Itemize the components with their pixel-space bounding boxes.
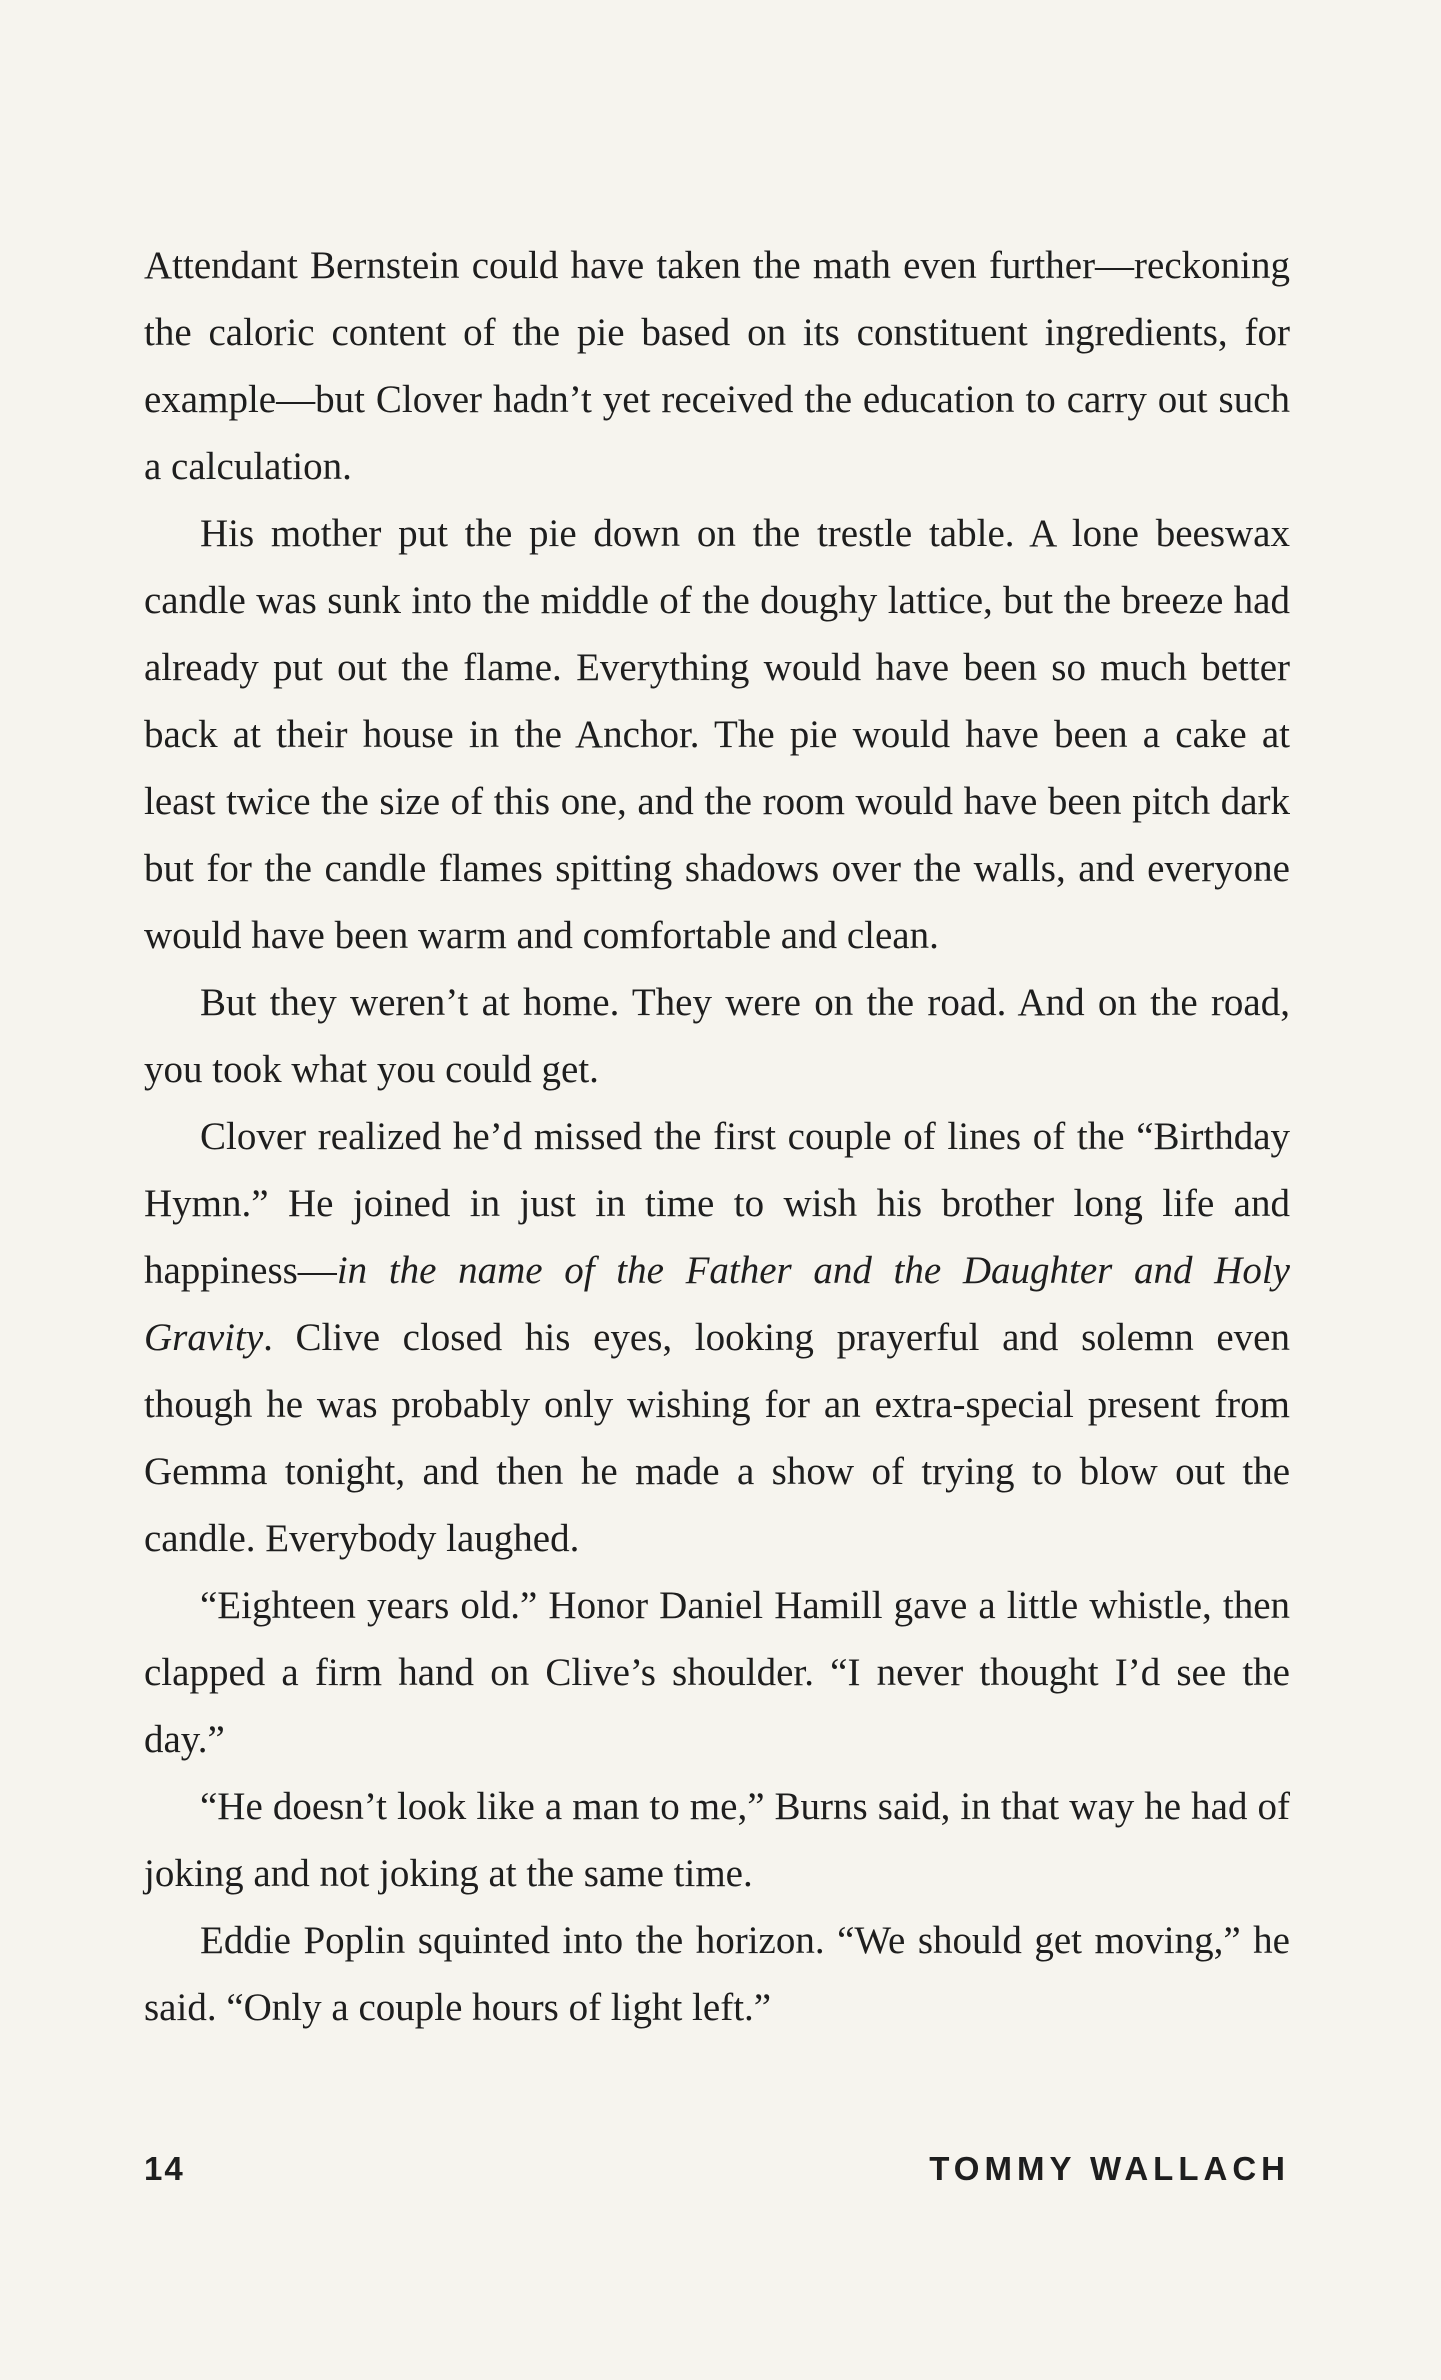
- paragraph-text: Clover realized he’d missed the first couple of lines of the “Birthday Hymn.” He joined in just in time to wish his brother long life and happiness—: [144, 1115, 1290, 1292]
- paragraph-text: . Clive closed his eyes, looking prayerful and solemn even though he was probably only wishing for an extra-special present from Gemma tonight, and then he made a show of trying to blow out the candle. Everybody laughed.: [144, 1316, 1290, 1560]
- page-number: 14: [144, 2150, 185, 2187]
- paragraph: But they weren’t at home. They were on the road. And on the road, you took what you could get.: [144, 981, 1290, 1091]
- paragraph: “He doesn’t look like a man to me,” Burns said, in that way he had of joking and not joking at the same time.: [144, 1785, 1290, 1895]
- paragraph: [144, 1103, 1290, 1572]
- paragraph: His mother put the pie down on the trestle table. A lone beeswax candle was sunk into the middle of the doughy lattice, but the breeze had already put out the flame. Everything would have been so much better back at their house in the Anchor. The pie would have been a cake at least twice the size of this one, and the room would have been pitch dark but for the candle flames spitting shadows over the walls, and everyone would have been warm and comfortable and clean.: [144, 512, 1290, 957]
- running-author: TOMMY WALLACH: [929, 2150, 1290, 2187]
- italic-phrase: in the name of the Father and the Daughter and Holy Gravity: [144, 1249, 1290, 1359]
- paragraph: Eddie Poplin squinted into the horizon. “We should get moving,” he said. “Only a couple hours of light left.”: [144, 1919, 1290, 2029]
- paragraph: “Eighteen years old.” Honor Daniel Hamill gave a little whistle, then clapped a firm hand on Clive’s shoulder. “I never thought I’d see the day.”: [144, 1584, 1290, 1761]
- paragraph: Attendant Bernstein could have taken the math even further—reckoning the caloric content of the pie based on its constituent ingredients, for example—but Clover hadn’t yet received the education to carry out such a calculation.: [144, 244, 1290, 488]
- body-text: [144, 232, 1290, 2041]
- page-footer: [144, 2150, 1290, 2200]
